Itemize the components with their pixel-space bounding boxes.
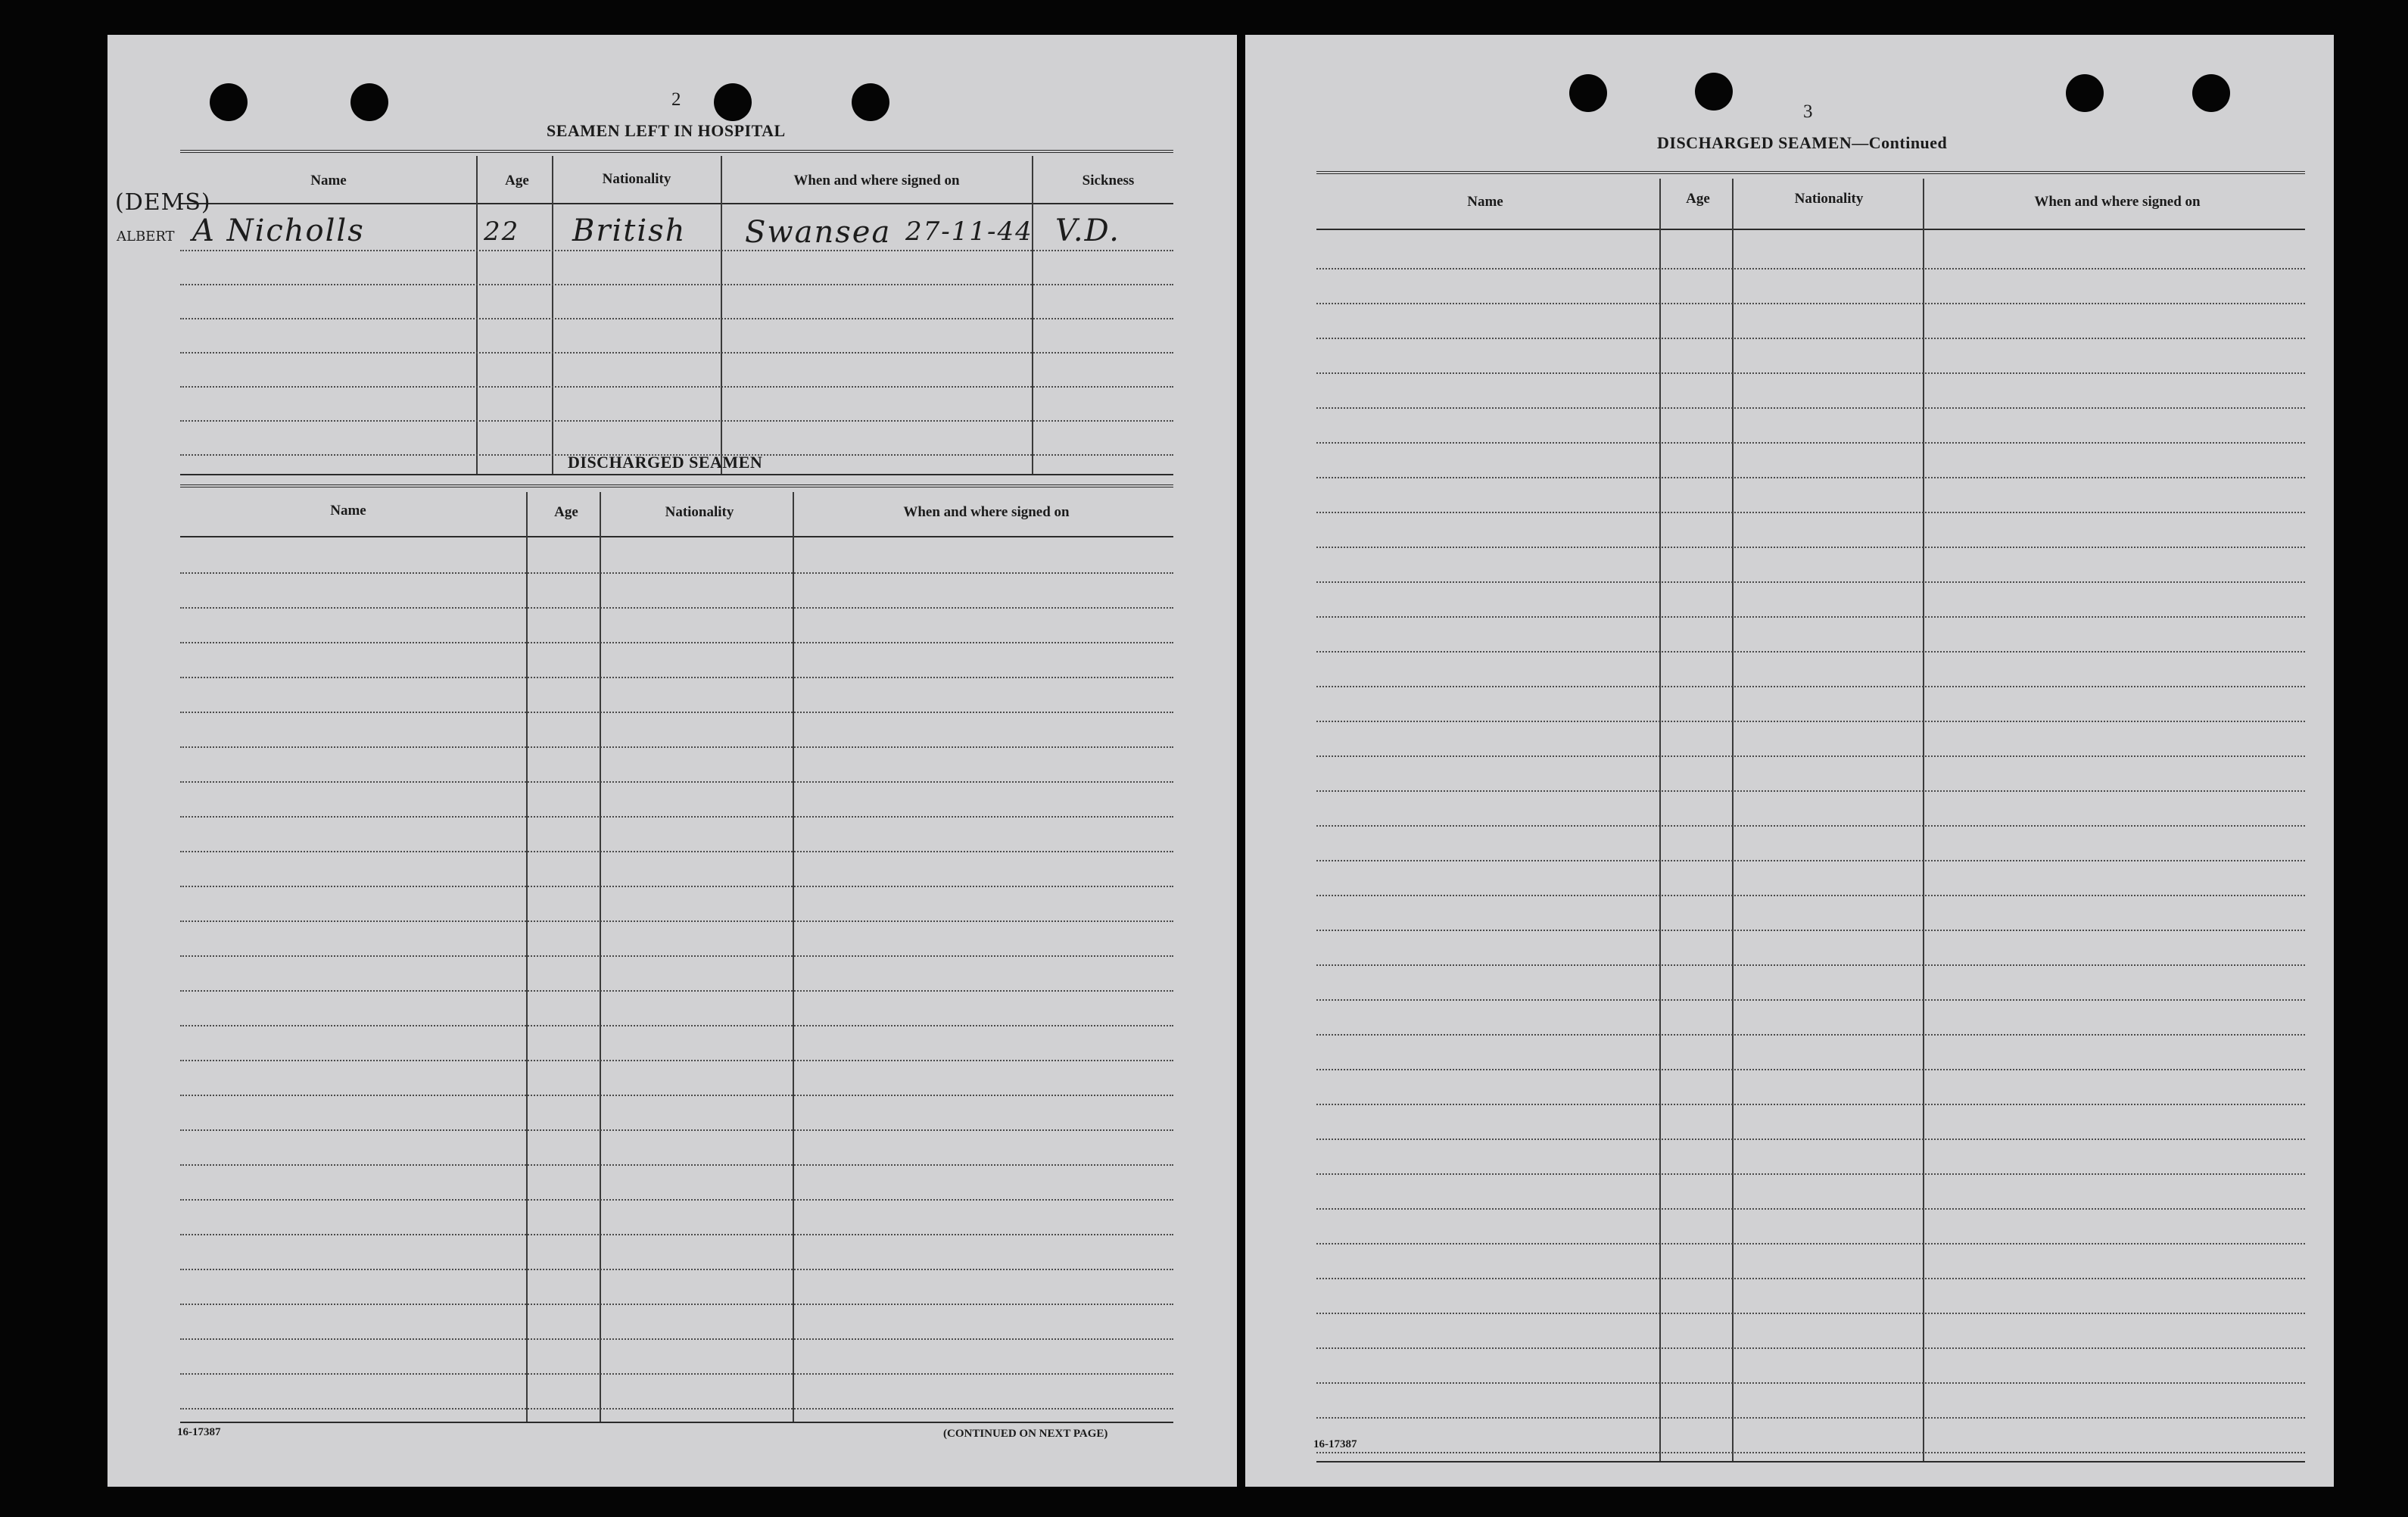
column-divider: [1732, 179, 1734, 1461]
row-line: [180, 386, 1173, 388]
row-line: [1316, 999, 2305, 1001]
row-line: [180, 712, 1173, 713]
handwritten-annotation: (DEMS): [115, 189, 211, 216]
table-top-rule: [180, 150, 1173, 153]
column-divider: [600, 492, 601, 1423]
row-line: [180, 284, 1173, 285]
column-divider: [1032, 156, 1033, 474]
handwritten-place: Swansea: [745, 215, 892, 250]
row-line: [1316, 1417, 2305, 1419]
row-line: [180, 1095, 1173, 1096]
column-divider: [526, 492, 528, 1423]
row-line: [180, 1199, 1173, 1201]
row-line: [180, 318, 1173, 319]
row-line: [180, 1164, 1173, 1166]
col-header-name: Name: [330, 503, 366, 519]
row-line: [1316, 860, 2305, 861]
row-line: [180, 1025, 1173, 1026]
row-line: [180, 420, 1173, 422]
row-line: [180, 250, 1173, 251]
punch-hole: [2066, 74, 2104, 112]
header-rule: [180, 536, 1173, 537]
punch-hole: [210, 83, 248, 121]
row-line: [180, 781, 1173, 783]
column-divider: [1923, 179, 1924, 1461]
punch-hole: [852, 83, 889, 121]
column-divider: [793, 492, 794, 1423]
row-line: [180, 352, 1173, 354]
row-line: [1316, 930, 2305, 931]
row-line: [1316, 721, 2305, 722]
table-bottom-rule: [1316, 1461, 2305, 1462]
row-line: [180, 1408, 1173, 1410]
col-header-name: Name: [1467, 194, 1503, 210]
col-header-when-where: When and where signed on: [793, 173, 960, 188]
left-page: [107, 35, 1237, 1487]
row-line: [1316, 1278, 2305, 1279]
row-line: [1316, 581, 2305, 583]
row-line: [180, 607, 1173, 609]
col-header-nationality: Nationality: [1794, 191, 1864, 207]
header-rule: [1316, 229, 2305, 230]
right-page: [1245, 35, 2334, 1487]
page-number: 2: [671, 89, 681, 110]
row-line: [180, 642, 1173, 643]
table-top-rule: [1316, 171, 2305, 174]
handwritten-name-prefix: ALBERT: [117, 229, 175, 245]
handwritten-name: A Nicholls: [192, 213, 365, 248]
col-header-age: Age: [1686, 191, 1710, 207]
col-header-name: Name: [310, 173, 347, 188]
row-line: [1316, 1452, 2305, 1453]
col-header-sickness: Sickness: [1082, 173, 1135, 188]
row-line: [1316, 512, 2305, 513]
continued-note: (CONTINUED ON NEXT PAGE): [943, 1428, 1108, 1440]
hospital-section-title: SEAMEN LEFT IN HOSPITAL: [547, 121, 786, 140]
row-line: [1316, 1347, 2305, 1349]
table-bottom-rule: [180, 474, 1173, 475]
col-header-age: Age: [554, 504, 578, 520]
row-line: [1316, 1313, 2305, 1314]
row-line: [1316, 1243, 2305, 1244]
row-line: [1316, 1382, 2305, 1384]
row-line: [1316, 303, 2305, 304]
row-line: [180, 1060, 1173, 1061]
punch-hole: [2192, 74, 2230, 112]
row-line: [1316, 442, 2305, 444]
row-line: [180, 955, 1173, 957]
row-line: [180, 1304, 1173, 1305]
row-line: [1316, 1139, 2305, 1140]
column-divider: [721, 156, 722, 474]
row-line: [1316, 755, 2305, 757]
row-line: [1316, 372, 2305, 374]
col-header-age: Age: [505, 173, 529, 188]
row-line: [1316, 1034, 2305, 1036]
row-line: [1316, 686, 2305, 687]
row-line: [180, 816, 1173, 818]
column-divider: [1659, 179, 1661, 1461]
punch-hole: [1569, 74, 1607, 112]
row-line: [180, 920, 1173, 922]
punch-hole: [1695, 73, 1733, 111]
row-line: [1316, 964, 2305, 966]
handwritten-sickness: V.D.: [1055, 213, 1120, 248]
col-header-nationality: Nationality: [602, 171, 671, 187]
handwritten-date: 27-11-44: [905, 216, 1033, 247]
table-bottom-rule: [180, 1422, 1173, 1423]
row-line: [180, 990, 1173, 992]
row-line: [180, 572, 1173, 574]
punch-hole: [350, 83, 388, 121]
column-divider: [476, 156, 478, 474]
row-line: [1316, 825, 2305, 827]
row-line: [180, 1373, 1173, 1375]
row-line: [180, 1269, 1173, 1270]
column-divider: [552, 156, 553, 474]
row-line: [180, 746, 1173, 748]
header-rule: [180, 203, 1173, 204]
col-header-when-where: When and where signed on: [2034, 194, 2201, 210]
row-line: [1316, 651, 2305, 653]
row-line: [1316, 338, 2305, 339]
row-line: [1316, 1069, 2305, 1070]
row-line: [1316, 616, 2305, 618]
discharged-section-title: DISCHARGED SEAMEN: [568, 453, 763, 472]
row-line: [1316, 790, 2305, 792]
row-line: [1316, 1208, 2305, 1210]
handwritten-age: 22: [484, 216, 520, 247]
page-number: 3: [1803, 101, 1813, 122]
row-line: [180, 1338, 1173, 1340]
handwritten-nationality: British: [572, 213, 687, 248]
form-number: 16-17387: [1313, 1438, 1357, 1450]
row-line: [1316, 547, 2305, 548]
row-line: [180, 1129, 1173, 1131]
row-line: [180, 677, 1173, 678]
row-line: [180, 851, 1173, 852]
row-line: [180, 1234, 1173, 1235]
row-line: [1316, 477, 2305, 478]
table-top-rule: [180, 484, 1173, 487]
col-header-when-where: When and where signed on: [903, 504, 1070, 520]
row-line: [1316, 407, 2305, 409]
row-line: [1316, 895, 2305, 896]
row-line: [1316, 268, 2305, 269]
form-number: 16-17387: [177, 1426, 221, 1438]
punch-hole: [714, 83, 752, 121]
row-line: [1316, 1173, 2305, 1175]
col-header-nationality: Nationality: [665, 504, 734, 520]
discharged-continued-title: DISCHARGED SEAMEN—Continued: [1657, 133, 1948, 152]
row-line: [1316, 1104, 2305, 1105]
row-line: [180, 886, 1173, 887]
